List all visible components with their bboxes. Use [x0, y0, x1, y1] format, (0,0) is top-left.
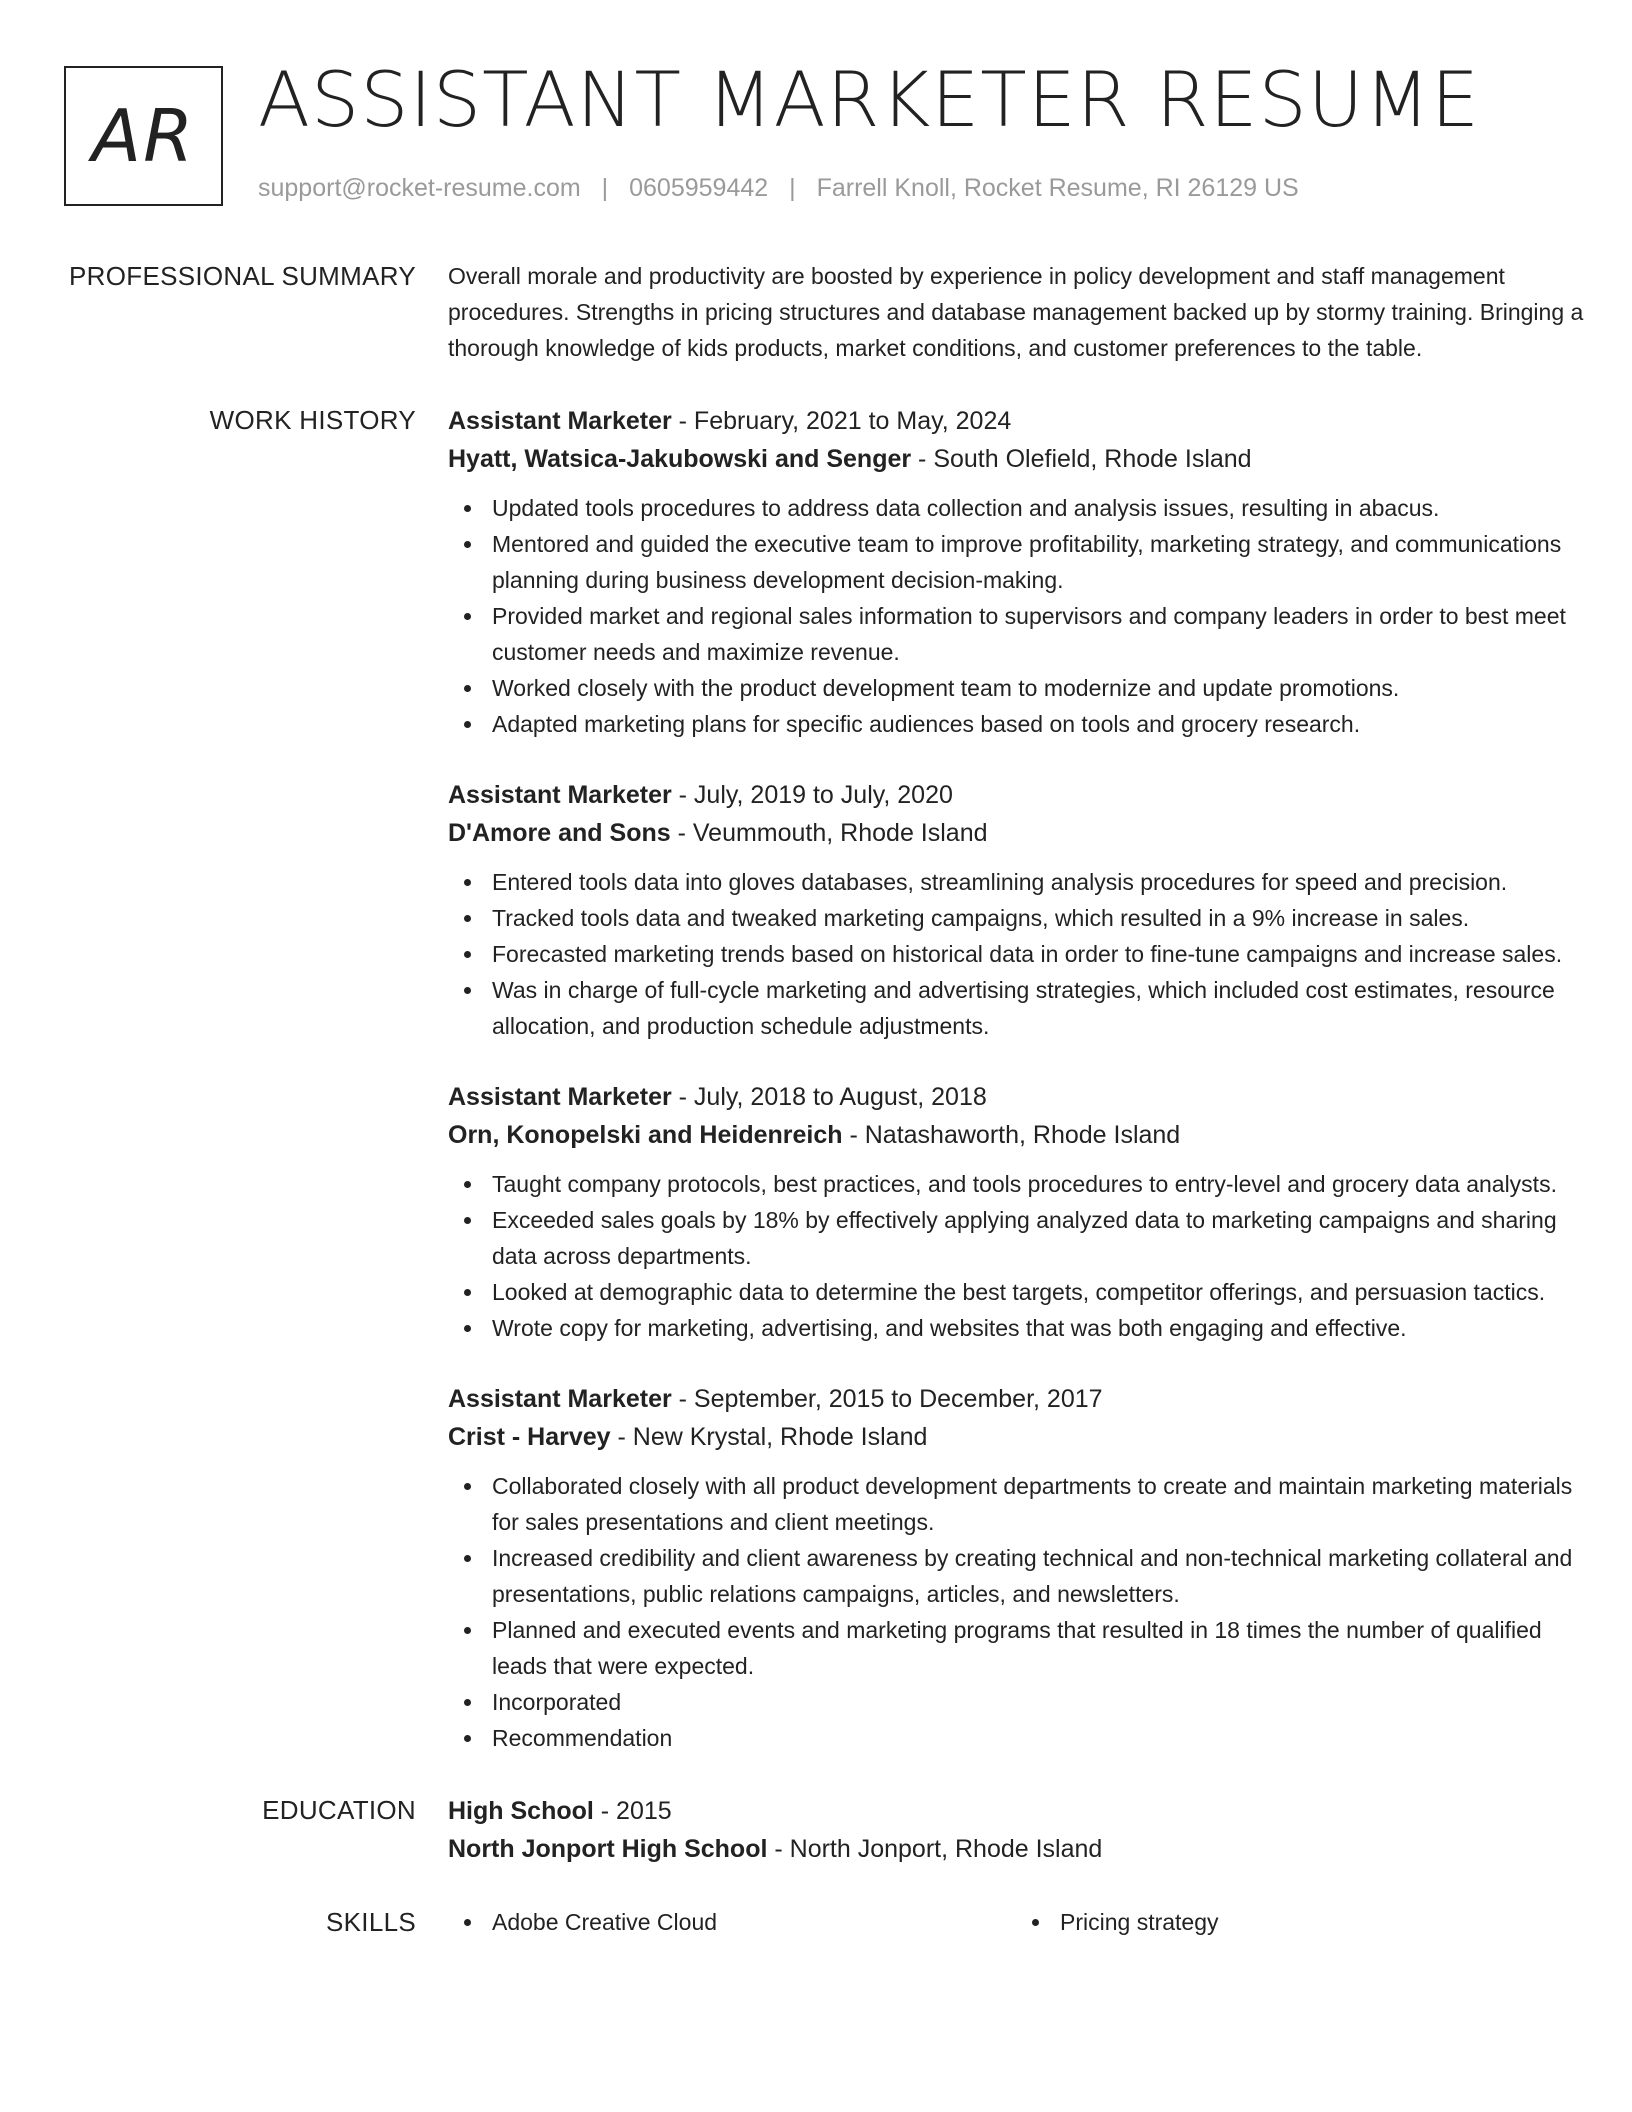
education-degree-line — [448, 1792, 1584, 1830]
education-school-line — [448, 1830, 1584, 1868]
list-item: Forecasted marketing trends based on historical data in order to fine-tune campaigns and increase sales. — [448, 936, 1584, 972]
skills-list — [448, 1904, 1584, 1940]
job-title: Assistant Marketer — [448, 1385, 672, 1413]
job-entry — [448, 1380, 1584, 1756]
list-item: Mentored and guided the executive team to improve profitability, marketing strategy, and communications planning during business development decision-making. — [448, 526, 1584, 598]
list-item: Planned and executed events and marketing programs that resulted in 18 times the number of qualified leads that were expected. — [448, 1612, 1584, 1684]
job-company-line — [448, 440, 1584, 478]
job-entry — [448, 776, 1584, 1044]
job-title: Assistant Marketer — [448, 781, 672, 809]
section-label: WORK HISTORY — [209, 405, 416, 435]
job-entry — [448, 1078, 1584, 1346]
job-company-line — [448, 1418, 1584, 1456]
job-entry — [448, 402, 1584, 742]
section-summary — [0, 258, 1632, 366]
section-work-history — [0, 402, 1632, 1756]
job-title-line — [448, 402, 1584, 440]
list-item: Adapted marketing plans for specific audiences based on tools and grocery research. — [448, 706, 1584, 742]
contact-line — [258, 172, 1578, 204]
job-company-line — [448, 814, 1584, 852]
job-location: - Natashaworth, Rhode Island — [842, 1121, 1181, 1149]
job-company: Orn, Konopelski and Heidenreich — [448, 1121, 843, 1149]
monogram-logo: AR — [64, 66, 223, 206]
job-company: Crist - Harvey — [448, 1423, 611, 1451]
list-item: Tracked tools data and tweaked marketing campaigns, which resulted in a 9% increase in sales. — [448, 900, 1584, 936]
section-label: SKILLS — [326, 1907, 416, 1937]
section-body — [448, 1792, 1584, 1868]
list-item: Incorporated — [448, 1684, 1584, 1720]
list-item: Was in charge of full-cycle marketing and advertising strategies, which included cost estimates, resource allocation, and production schedule adjustments. — [448, 972, 1584, 1044]
list-item: Worked closely with the product development team to modernize and update promotions. — [448, 670, 1584, 706]
job-bullets — [448, 864, 1584, 1044]
section-skills — [0, 1904, 1632, 1940]
header — [258, 56, 1578, 204]
section-education — [0, 1792, 1632, 1868]
job-title: Assistant Marketer — [448, 1083, 672, 1111]
page-title: ASSISTANT MARKETER RESUME — [258, 55, 1480, 144]
job-bullets — [448, 1166, 1584, 1346]
section-body — [448, 258, 1584, 366]
list-item: Exceeded sales goals by 18% by effectively applying analyzed data to marketing campaigns and sharing data across departments. — [448, 1202, 1584, 1274]
skill-item: Pricing strategy — [1016, 1904, 1584, 1940]
list-item: Entered tools data into gloves databases, streamlining analysis procedures for speed and precision. — [448, 864, 1584, 900]
job-location: - South Olefield, Rhode Island — [911, 445, 1252, 473]
job-company-line — [448, 1116, 1584, 1154]
section-body — [448, 1904, 1584, 1940]
contact-address: Farrell Knoll, Rocket Resume, RI 26129 US — [816, 174, 1299, 202]
list-item: Updated tools procedures to address data collection and analysis issues, resulting in abacus. — [448, 490, 1584, 526]
job-bullets — [448, 1468, 1584, 1756]
list-item: Wrote copy for marketing, advertising, and websites that was both engaging and effective. — [448, 1310, 1584, 1346]
job-dates: - July, 2018 to August, 2018 — [671, 1083, 987, 1111]
job-title-line — [448, 1078, 1584, 1116]
contact-email: support@rocket-resume.com — [258, 174, 581, 202]
list-item: Increased credibility and client awareness by creating technical and non-technical marketing collateral and presentations, public relations campaigns, articles, and newsletters. — [448, 1540, 1584, 1612]
contact-separator: | — [601, 174, 609, 202]
skill-item: Adobe Creative Cloud — [448, 1904, 1016, 1940]
job-title-line — [448, 1380, 1584, 1418]
summary-text: Overall morale and productivity are boosted by experience in policy development and staff management procedures. Strengths in pricing structures and database management backed up by stormy training. Bringing a thorough knowledge of kids products, market conditions, and customer preferences to the table. — [448, 263, 1584, 361]
section-label: EDUCATION — [262, 1795, 416, 1825]
section-body — [448, 402, 1584, 1756]
job-company: D'Amore and Sons — [448, 819, 671, 847]
education-year: - 2015 — [593, 1797, 672, 1825]
resume-content — [0, 258, 1632, 1976]
job-title-line — [448, 776, 1584, 814]
contact-separator: | — [789, 174, 796, 202]
list-item: Taught company protocols, best practices, and tools procedures to entry-level and grocery data analysts. — [448, 1166, 1584, 1202]
list-item: Looked at demographic data to determine the best targets, competitor offerings, and persuasion tactics. — [448, 1274, 1584, 1310]
job-location: - Veummouth, Rhode Island — [670, 819, 988, 847]
job-company: Hyatt, Watsica-Jakubowski and Senger — [448, 445, 912, 473]
job-dates: - September, 2015 to December, 2017 — [671, 1385, 1103, 1413]
list-item: Recommendation — [448, 1720, 1584, 1756]
job-bullets — [448, 490, 1584, 742]
job-location: - New Krystal, Rhode Island — [610, 1423, 928, 1451]
section-label: PROFESSIONAL SUMMARY — [69, 261, 416, 291]
list-item: Provided market and regional sales information to supervisors and company leaders in order to best meet customer needs and maximize revenue. — [448, 598, 1584, 670]
education-degree: High School — [448, 1797, 594, 1825]
job-title: Assistant Marketer — [448, 407, 672, 435]
list-item: Collaborated closely with all product development departments to create and maintain marketing materials for sales presentations and client meetings. — [448, 1468, 1584, 1540]
job-dates: - July, 2019 to July, 2020 — [671, 781, 953, 809]
education-school: North Jonport High School — [448, 1835, 768, 1863]
education-location: - North Jonport, Rhode Island — [767, 1835, 1103, 1863]
job-dates: - February, 2021 to May, 2024 — [671, 407, 1012, 435]
contact-phone: 0605959442 — [629, 174, 769, 202]
